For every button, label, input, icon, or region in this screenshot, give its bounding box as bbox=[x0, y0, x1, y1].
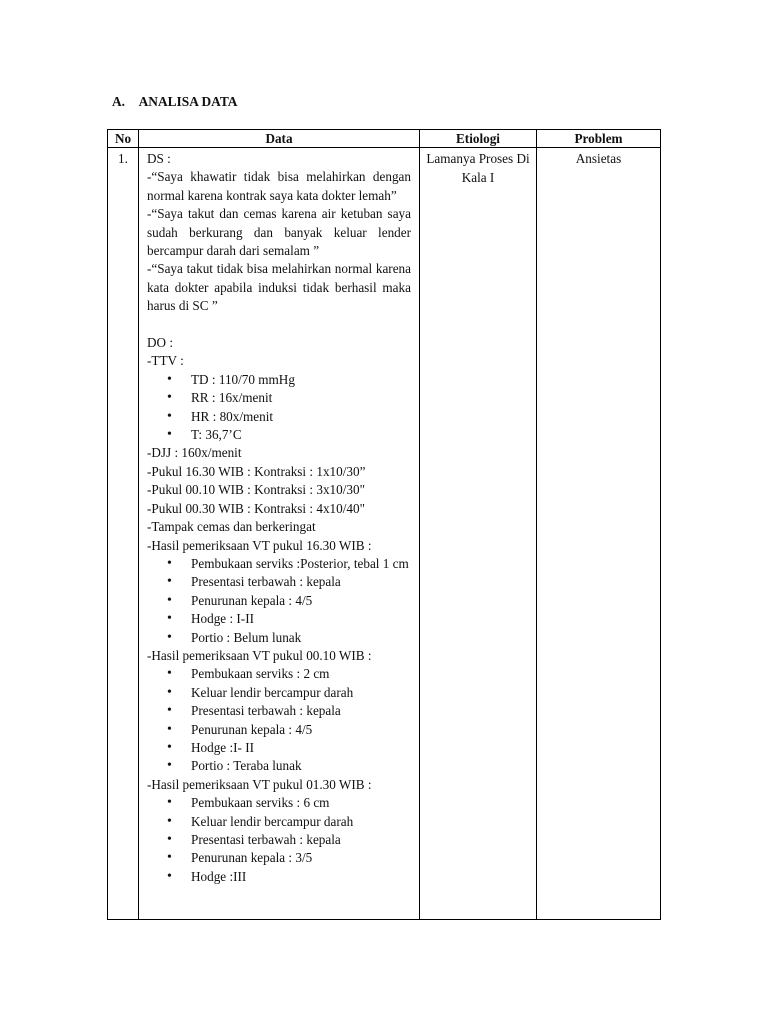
djj-line: -DJJ : 160x/menit bbox=[147, 445, 242, 461]
section-number: A. bbox=[112, 94, 126, 109]
header-etiologi: Etiologi bbox=[420, 130, 537, 148]
section-title: ANALISA DATA bbox=[138, 94, 238, 109]
list-item: • RR : 16x/menit bbox=[167, 389, 411, 407]
list-item: • TD : 110/70 mmHg bbox=[167, 371, 411, 389]
list-item: • Portio : Belum lunak bbox=[167, 629, 411, 647]
list-item: • Presentasi terbawah : kepala bbox=[167, 702, 411, 720]
list-item: • Portio : Teraba lunak bbox=[167, 757, 411, 775]
list-item: • Presentasi terbawah : kepala bbox=[167, 831, 411, 849]
vt1-label: -Hasil pemeriksaan VT pukul 16.30 WIB : bbox=[147, 537, 372, 553]
list-item: • Keluar lendir bercampur darah bbox=[167, 813, 411, 831]
list-item: • Hodge :I- II bbox=[167, 739, 411, 757]
kontraksi-line: -Pukul 00.10 WIB : Kontraksi : 3x10/30" bbox=[147, 482, 365, 498]
table-header-row bbox=[108, 130, 661, 148]
list-item: • Penurunan kepala : 3/5 bbox=[167, 849, 411, 867]
header-no: No bbox=[108, 130, 139, 148]
list-item: • T: 36,7’C bbox=[167, 426, 411, 444]
vt2-list bbox=[147, 665, 411, 775]
header-problem: Problem bbox=[537, 130, 661, 148]
vt3-label: -Hasil pemeriksaan VT pukul 01.30 WIB : bbox=[147, 776, 372, 792]
problem-cell: Ansietas bbox=[537, 148, 661, 920]
vt1-list bbox=[147, 555, 411, 647]
ttv-list bbox=[147, 371, 411, 445]
list-item: • Keluar lendir bercampur darah bbox=[167, 684, 411, 702]
list-item: • Pembukaan serviks :Posterior, tebal 1 cm bbox=[167, 555, 411, 573]
spacer bbox=[147, 316, 411, 334]
list-item: • Pembukaan serviks : 2 cm bbox=[167, 665, 411, 683]
table-row bbox=[108, 148, 661, 920]
header-data: Data bbox=[139, 130, 420, 148]
ds-quote: -“Saya khawatir tidak bisa melahirkan dengan normal karena kontrak saya kata dokter lemah” bbox=[147, 169, 411, 203]
ds-label: DS : bbox=[147, 151, 171, 166]
ds-quote: -“Saya takut dan cemas karena air ketuban saya sudah berkurang dan banyak keluar lender bercampur darah dari semalam ” bbox=[147, 206, 411, 259]
etiologi-cell: Lamanya Proses Di Kala I bbox=[420, 148, 537, 920]
list-item: • Hodge :III bbox=[167, 868, 411, 886]
list-item: • Presentasi terbawah : kepala bbox=[167, 573, 411, 591]
list-item: • Hodge : I-II bbox=[167, 610, 411, 628]
data-cell bbox=[139, 148, 420, 920]
list-item: • Pembukaan serviks : 6 cm bbox=[167, 794, 411, 812]
do-label: DO : bbox=[147, 335, 174, 351]
vt2-label: -Hasil pemeriksaan VT pukul 00.10 WIB : bbox=[147, 647, 372, 663]
list-item: • Penurunan kepala : 4/5 bbox=[167, 721, 411, 739]
vt3-list bbox=[147, 794, 411, 886]
analisa-data-table bbox=[107, 129, 661, 920]
kontraksi-line: -Pukul 00.30 WIB : Kontraksi : 4x10/40" bbox=[147, 500, 365, 516]
ds-quote: -“Saya takut tidak bisa melahirkan normal karena kata dokter apabila induksi tidak berhasil maka harus di SC ” bbox=[147, 261, 411, 314]
list-item: • Penurunan kepala : 4/5 bbox=[167, 592, 411, 610]
kontraksi-line: -Pukul 16.30 WIB : Kontraksi : 1x10/30” bbox=[147, 463, 366, 479]
tampak-line: -Tampak cemas dan berkeringat bbox=[147, 519, 316, 535]
row-number: 1. bbox=[108, 148, 139, 920]
section-heading bbox=[112, 94, 237, 110]
list-item: • HR : 80x/menit bbox=[167, 408, 411, 426]
ttv-label: -TTV : bbox=[147, 353, 184, 369]
